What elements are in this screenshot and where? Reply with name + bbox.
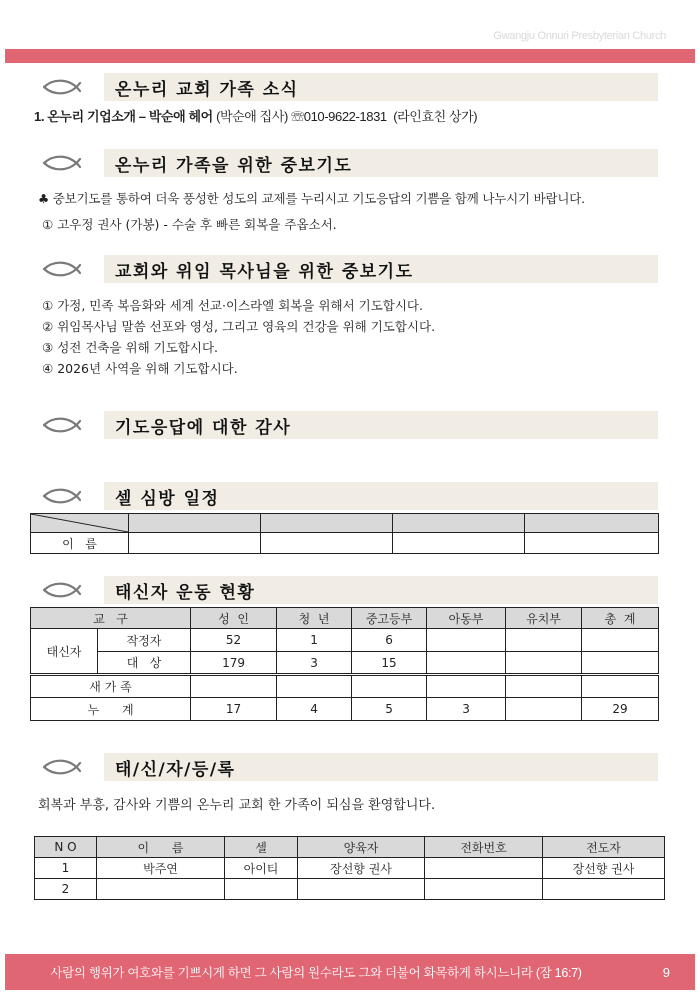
evangelism-status-table bbox=[30, 607, 659, 721]
item-marker: ④ bbox=[42, 361, 54, 376]
section-title: 태신자 운동 현황 bbox=[115, 582, 256, 603]
section-title-box bbox=[104, 576, 658, 604]
section-header-family-news bbox=[42, 73, 658, 101]
news-business-title: 온누리 기업소개 – 박순애 헤어 bbox=[47, 109, 213, 124]
table-header-row bbox=[31, 514, 659, 533]
table-row bbox=[35, 858, 665, 879]
item-marker: ② bbox=[42, 319, 54, 334]
table-row bbox=[31, 675, 659, 698]
section-header-registration bbox=[42, 753, 658, 781]
table-cell bbox=[582, 629, 659, 652]
news-phone: 010-9622-1831 bbox=[303, 109, 387, 124]
column-header: 전도자 bbox=[543, 837, 665, 858]
column-header: 교 구 bbox=[31, 608, 191, 629]
table-cell bbox=[298, 879, 425, 900]
church-brand: Gwangju Onnuri Presbyterian Church bbox=[493, 30, 666, 42]
item-text: 위임목사님 말씀 선포와 영성, 그리고 영육의 건강을 위해 기도합시다. bbox=[57, 319, 436, 334]
table-cell bbox=[506, 629, 582, 652]
item-text: 성전 건축을 위해 기도합시다. bbox=[57, 340, 218, 355]
row-label: 대 상 bbox=[98, 652, 191, 675]
ichthys-fish-icon bbox=[42, 79, 86, 95]
ichthys-fish-icon bbox=[42, 488, 86, 504]
prayer-item bbox=[42, 215, 337, 233]
item-text: 고우정 권사 (가봉) - 수술 후 빠른 회복을 주옵소서. bbox=[57, 217, 337, 232]
table-cell: 1 bbox=[277, 629, 352, 652]
column-header: N O bbox=[35, 837, 97, 858]
section-header-evangelism bbox=[42, 576, 658, 604]
cell-visit-table bbox=[30, 513, 659, 554]
ichthys-fish-icon bbox=[42, 417, 86, 433]
section-header-family-prayer bbox=[42, 149, 658, 177]
column-header: 셀 bbox=[225, 837, 298, 858]
church-prayer-item bbox=[42, 296, 423, 314]
table-cell: 3 bbox=[427, 698, 506, 721]
prayer-intro-text: 중보기도를 통하여 더욱 풍성한 성도의 교제를 누리시고 기도응답의 기쁨을 함께 나누시기 바랍니다. bbox=[52, 191, 585, 206]
section-title: 셀 심방 일정 bbox=[115, 488, 220, 509]
row-label: 작정자 bbox=[98, 629, 191, 652]
table-cell bbox=[506, 652, 582, 675]
table-cell: 52 bbox=[191, 629, 277, 652]
table-cell bbox=[525, 533, 659, 554]
item-text: 2026년 사역을 위해 기도합시다. bbox=[57, 361, 238, 376]
news-number: 1. bbox=[34, 109, 45, 124]
church-prayer-item bbox=[42, 317, 435, 335]
news-detail: (박순애 집사) bbox=[216, 109, 288, 124]
table-row bbox=[31, 629, 659, 652]
table-cell bbox=[427, 629, 506, 652]
footer-verse: 사람의 행위가 여호와를 기쁘시게 하면 그 사람의 원수라도 그와 더불어 화목하게 하시느니라 (잠 16:7) bbox=[50, 966, 582, 980]
table-cell bbox=[97, 879, 225, 900]
table-cell bbox=[425, 858, 543, 879]
table-cell bbox=[129, 514, 261, 533]
group-label: 태신자 bbox=[31, 629, 98, 675]
table-header-row bbox=[31, 608, 659, 629]
news-item bbox=[34, 106, 477, 125]
table-cell bbox=[525, 514, 659, 533]
page-number: 9 bbox=[662, 964, 670, 980]
section-title: 기도응답에 대한 감사 bbox=[115, 417, 292, 438]
table-cell bbox=[277, 675, 352, 698]
item-marker: ③ bbox=[42, 340, 54, 355]
news-location: (라인효친 상가) bbox=[393, 109, 478, 124]
table-cell: 장선향 권사 bbox=[298, 858, 425, 879]
table-cell bbox=[225, 879, 298, 900]
section-title-box bbox=[104, 255, 658, 283]
table-cell bbox=[427, 675, 506, 698]
row-label: 누 계 bbox=[31, 698, 191, 721]
welcome-text: 회복과 부흥, 감사와 기쁨의 온누리 교회 한 가족이 되심을 환영합니다. bbox=[38, 798, 436, 813]
table-cell: 4 bbox=[277, 698, 352, 721]
section-title: 온누리 교회 가족 소식 bbox=[115, 79, 299, 100]
section-title-box bbox=[104, 482, 658, 510]
column-header: 총 계 bbox=[582, 608, 659, 629]
section-title-box bbox=[104, 149, 658, 177]
column-header: 유치부 bbox=[506, 608, 582, 629]
section-header-thanks bbox=[42, 411, 658, 439]
column-header: 성 인 bbox=[191, 608, 277, 629]
table-cell bbox=[506, 675, 582, 698]
section-title-box bbox=[104, 73, 658, 101]
prayer-intro bbox=[38, 189, 585, 207]
ichthys-fish-icon bbox=[42, 759, 86, 775]
table-cell: 장선향 권사 bbox=[543, 858, 665, 879]
table-cell: 아이티 bbox=[225, 858, 298, 879]
table-cell: 박주연 bbox=[97, 858, 225, 879]
table-cell bbox=[261, 533, 393, 554]
table-cell: 6 bbox=[352, 629, 427, 652]
table-cell bbox=[393, 533, 525, 554]
table-row bbox=[31, 698, 659, 721]
table-cell: 179 bbox=[191, 652, 277, 675]
row-label: 이 름 bbox=[31, 533, 129, 554]
table-cell: 3 bbox=[277, 652, 352, 675]
phone-icon: ☏ bbox=[291, 109, 304, 124]
table-cell bbox=[582, 652, 659, 675]
table-cell: 29 bbox=[582, 698, 659, 721]
section-title-box bbox=[104, 411, 658, 439]
item-marker: ① bbox=[42, 217, 54, 232]
table-cell bbox=[543, 879, 665, 900]
footer-bar bbox=[5, 954, 695, 990]
row-label: 새 가 족 bbox=[31, 675, 191, 698]
table-cell bbox=[393, 514, 525, 533]
club-icon: ♣ bbox=[38, 191, 50, 206]
table-cell: 15 bbox=[352, 652, 427, 675]
church-prayer-item bbox=[42, 359, 238, 377]
top-accent-bar bbox=[5, 49, 695, 63]
table-cell bbox=[425, 879, 543, 900]
table-cell bbox=[261, 514, 393, 533]
section-title: 온누리 가족을 위한 중보기도 bbox=[115, 155, 353, 176]
ichthys-fish-icon bbox=[42, 155, 86, 171]
item-marker: ① bbox=[42, 298, 54, 313]
table-row bbox=[35, 879, 665, 900]
section-title-box bbox=[104, 753, 658, 781]
registration-table bbox=[34, 836, 665, 900]
table-cell: 17 bbox=[191, 698, 277, 721]
column-header: 아동부 bbox=[427, 608, 506, 629]
table-row bbox=[31, 652, 659, 675]
column-header: 양육자 bbox=[298, 837, 425, 858]
section-title: 교회와 위임 목사님을 위한 중보기도 bbox=[115, 261, 414, 282]
ichthys-fish-icon bbox=[42, 582, 86, 598]
church-prayer-item bbox=[42, 338, 218, 356]
table-cell bbox=[506, 698, 582, 721]
table-cell bbox=[191, 675, 277, 698]
column-header: 이 름 bbox=[97, 837, 225, 858]
diagonal-header-cell bbox=[31, 514, 129, 533]
section-header-church-prayer bbox=[42, 255, 658, 283]
table-cell bbox=[427, 652, 506, 675]
table-cell: 2 bbox=[35, 879, 97, 900]
section-title: 태/신/자/등/록 bbox=[115, 759, 236, 780]
ichthys-fish-icon bbox=[42, 261, 86, 277]
item-text: 가정, 민족 복음화와 세계 선교·이스라엘 회복을 위해서 기도합시다. bbox=[57, 298, 423, 313]
table-header-row bbox=[35, 837, 665, 858]
column-header: 전화번호 bbox=[425, 837, 543, 858]
column-header: 중고등부 bbox=[352, 608, 427, 629]
table-cell bbox=[582, 675, 659, 698]
table-row bbox=[31, 533, 659, 554]
section-header-cell-visit bbox=[42, 482, 658, 510]
table-cell bbox=[352, 675, 427, 698]
table-cell bbox=[129, 533, 261, 554]
column-header: 청 년 bbox=[277, 608, 352, 629]
table-cell: 5 bbox=[352, 698, 427, 721]
table-cell: 1 bbox=[35, 858, 97, 879]
